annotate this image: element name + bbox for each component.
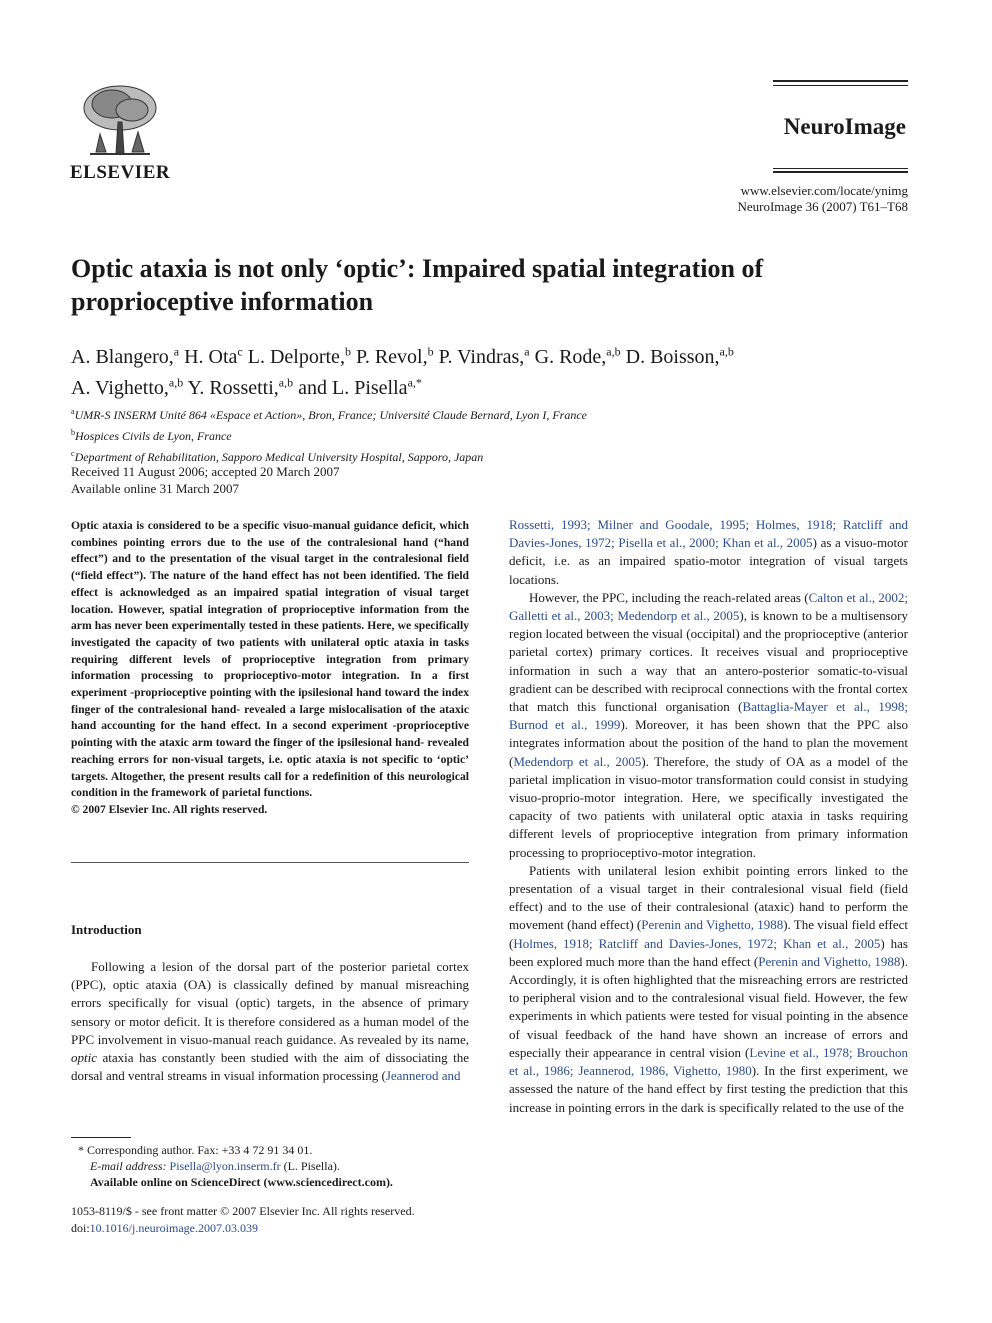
- citation-link[interactable]: Calton et al., 2002; Galletti et al., 2003; Medendorp et al., 2005: [509, 589, 908, 624]
- article-title: Optic ataxia is not only ‘optic’: Impaired spatial integration of proprioceptive information: [71, 254, 764, 316]
- paragraph: Rossetti, 1993; Milner and Goodale, 1995; Holmes, 1918; Ratcliff and Davies-Jones, 1972; Pisella et al., 2000; Khan et al., 2005) as a visuo-motor deficit, i.e. as an impaired spatio-motor integration of visual targets locations.: [509, 517, 908, 587]
- header-rule-bottom-thin: [773, 168, 908, 169]
- header-rule-bottom: [773, 171, 908, 173]
- section-heading-introduction: Introduction: [71, 922, 142, 937]
- citation-link[interactable]: Holmes, 1918; Ratcliff and Davies-Jones, 1972; Khan et al., 2005: [513, 935, 881, 951]
- author: and L. Pisella$^{a,*}$: [298, 375, 422, 400]
- email-link[interactable]: Pisella@lyon.inserm.fr: [169, 1159, 281, 1173]
- author: A. Vighetto,$^{a,b}$: [71, 375, 184, 400]
- author: D. Boisson,$^{a,b}$: [625, 344, 734, 368]
- abstract: [71, 518, 469, 819]
- paragraph: However, the PPC, including the reach-related areas (Calton et al., 2002; Galletti et al., 2003; Medendorp et al., 2005), is known to be a multisensory region located between the visual (occipital) and the proprioceptive (anterior parietal cortex) primary cortices. It receives visual and proprioceptive information in such a way that an antero-posterior somatic-to-visual gradient can be described with reciprocal connections with the frontal cortex that match this functional organisation (Battaglia-Mayer et al., 1998; Burnod et al., 1999). Moreover, it has been shown that the PPC also integrates information about the position of the hand to plan the movement (Medendorp et al., 2005). Therefore, the study of OA as a model of the parietal implication in visuo-motor transformation could consist in studying visuo-proprio-motor integration. Here, we specifically investigated the capacity of two patients with unilateral optic ataxia in tasks requiring different levels of proprioceptive integration from primary information processing to proprioceptivo-motor integration.: [509, 589, 908, 860]
- citation-link[interactable]: Perenin and Vighetto, 1988: [758, 953, 901, 969]
- journal-citation: NeuroImage 36 (2007) T61–T68: [737, 199, 908, 214]
- affiliation: $^c$Department of Rehabilitation, Sapporo Medical University Hospital, Sapporo, Japan: [71, 449, 484, 464]
- online-date: Available online 31 March 2007: [71, 481, 239, 496]
- author: G. Rode,$^{a,b}$: [534, 344, 621, 368]
- affiliation: $^b$Hospices Civils de Lyon, France: [71, 428, 232, 443]
- header-rule-top-thin: [773, 85, 908, 86]
- doi-line: doi:10.1016/j.neuroimage.2007.03.039: [71, 1221, 258, 1235]
- author: A. Blangero,$^a$: [71, 344, 180, 368]
- abstract-copyright: © 2007 Elsevier Inc. All rights reserved.: [71, 802, 268, 816]
- article-dates: [71, 463, 339, 497]
- citation-link[interactable]: Battaglia-Mayer et al., 1998; Burnod et al., 1999: [509, 699, 908, 733]
- paragraph: Patients with unilateral lesion exhibit pointing errors linked to the presentation of a visual target in their contralesional visual field (field effect) and to the use of their contralesional (ataxic) hand to perform the movement (hand effect) (Perenin and Vighetto, 1988). The visual field effect (Holmes, 1918; Ratcliff and Davies-Jones, 1972; Khan et al., 2005) has been explored much more than the hand effect (Perenin and Vighetto, 1988). Accordingly, it is often highlighted that the misreaching errors are restricted to peripheral vision and to the contralesional visual field. However, the few experiments in which patients were tested for visual pointing in the absence of visual feedback of the hand have shown an increase of errors and especially their appearance in central vision (Levine et al., 1978; Brouchon et al., 1986; Jeannerod, 1986, Vighetto, 1980). In the first experiment, we assessed the nature of the hand effect by first testing the prediction that this increase in pointing errors in the dark is specifically related to the use of the: [509, 862, 908, 1115]
- journal-url[interactable]: www.elsevier.com/locate/ynimg: [740, 183, 908, 198]
- author: Y. Rossetti,$^{a,b}$: [187, 375, 294, 400]
- author: L. Delporte,$^b$: [247, 344, 351, 368]
- affiliation: $^a$UMR-S INSERM Unité 864 «Espace et Action», Bron, France; Université Claude Bernard, Lyon I, France: [71, 407, 587, 422]
- citation-link[interactable]: Medendorp et al., 2005: [513, 753, 642, 769]
- affiliations: [71, 403, 911, 466]
- publisher-name: ELSEVIER: [70, 162, 171, 183]
- author: P. Vindras,$^a$: [438, 344, 530, 368]
- email-line: E-mail address: Pisella@lyon.inserm.fr (L. Pisella).: [90, 1159, 340, 1173]
- abstract-divider: [71, 862, 469, 863]
- citation-link[interactable]: Perenin and Vighetto, 1988: [641, 917, 784, 933]
- footnote: [78, 1142, 393, 1190]
- citation-link[interactable]: Levine et al., 1978; Brouchon et al., 1986; Jeannerod, 1986, Vighetto, 1980: [509, 1044, 908, 1079]
- author-list: [71, 338, 891, 401]
- journal-name: NeuroImage: [783, 114, 906, 139]
- author: P. Revol,$^b$: [355, 344, 434, 368]
- corresponding-author: * Corresponding author. Fax: +33 4 72 91 34 01.: [78, 1143, 313, 1157]
- journal-info: [737, 183, 908, 215]
- citation-link[interactable]: Jeannerod and: [385, 1068, 461, 1084]
- sciencedirect-note: Available online on ScienceDirect (www.sciencedirect.com).: [90, 1175, 393, 1189]
- header-rule-top: [773, 80, 908, 82]
- emphasis-optic: optic: [71, 1050, 97, 1066]
- author: H. Ota$^c$: [184, 344, 243, 368]
- right-column: [509, 516, 908, 1117]
- citation-link[interactable]: Rossetti, 1993; Milner and Goodale, 1995; Holmes, 1918; Ratcliff and Davies-Jones, 1972; Pisella et al., 2000; Khan et al., 2005: [509, 517, 908, 551]
- issn-line: 1053-8119/$ - see front matter © 2007 Elsevier Inc. All rights reserved.: [71, 1204, 415, 1218]
- footnote-rule: [71, 1137, 131, 1138]
- intro-paragraph: Following a lesion of the dorsal part of the posterior parietal cortex (PPC), optic ataxia (OA) is classically defined by manual misreaching errors specifically for visual (optic) targets, in the absence of primary sensory or motor deficit. It is therefore considered as a human model of the PPC involvement in visuo-manual reach guidance. As revealed by its name, optic ataxia has constantly been studied with the aim of dissociating the dorsal and ventral streams in visual information processing (Jeannerod and: [71, 959, 469, 1084]
- doi-link[interactable]: 10.1016/j.neuroimage.2007.03.039: [89, 1221, 258, 1235]
- front-matter: [71, 1203, 415, 1237]
- abstract-text: Optic ataxia is considered to be a specific visuo-manual guidance deficit, which combines pointing errors due to the use of the contralesional hand (“hand effect”) and to the presentation of the visual target in the contralesional field (“field effect”). The nature of the hand effect has not been identified. The field effect is acknowledged as an impaired spatial integration of visual target location. However, spatial integration of proprioceptive information from the arm has never been experimentally tested in these patients. Here, we specifically investigated the capacity of two patients with unilateral optic ataxia in tasks requiring different levels of proprioceptive integration from primary information processing to proprioceptivo-motor integration. In a first experiment -proprioceptive pointing with the ipsilesional hand toward the index finger of the contralesional hand- revealed a large mislocalisation of the ataxic hand accounting for the hand effect. In a second experiment -proprioceptive pointing with the ataxic arm toward the finger of the ipsilesional hand- revealed reaching errors for non-visual targets, i.e. optic ataxia is not specific to ‘optic’ targets. Altogether, the present results call for a redefinition of this neurological condition in the framework of parietal functions.: [71, 519, 469, 800]
- received-date: Received 11 August 2006; accepted 20 March 2007: [71, 464, 340, 479]
